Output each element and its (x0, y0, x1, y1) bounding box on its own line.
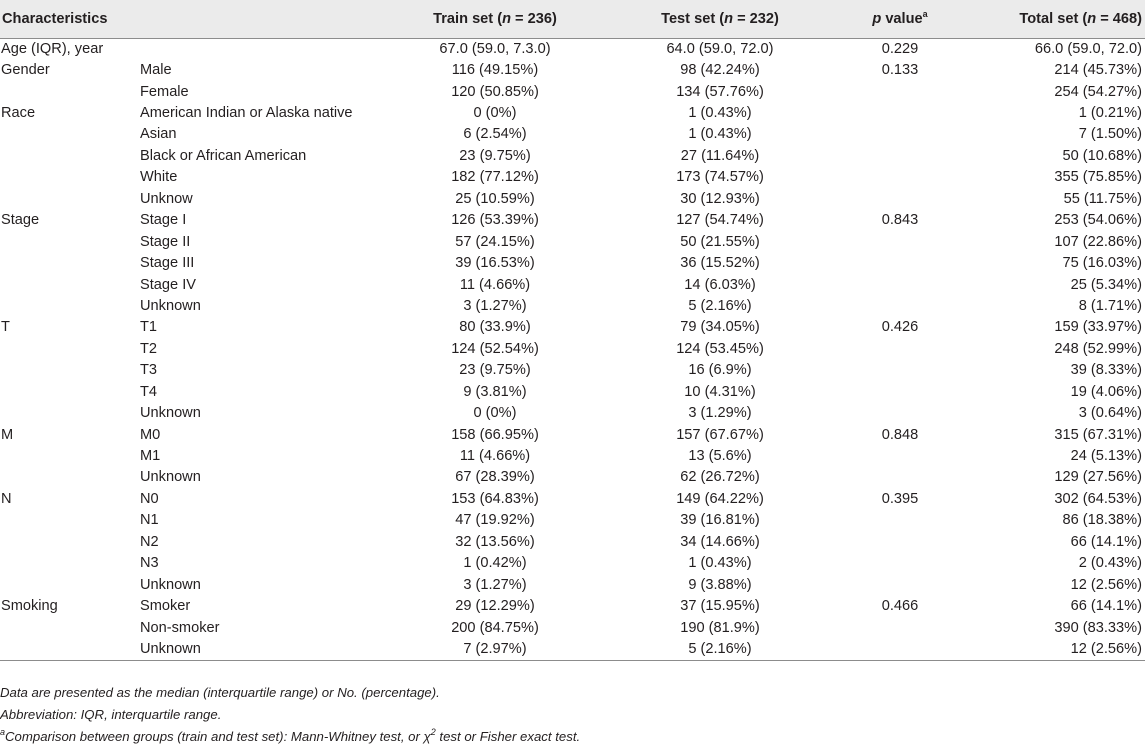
characteristic-cell: Race (1, 105, 36, 122)
test-set-cell: 62 (26.72%) (680, 469, 760, 486)
total-set-cell: 66.0 (59.0, 72.0) (1034, 40, 1142, 57)
p-value-cell: 0.229 (881, 40, 919, 57)
test-set-cell: 14 (6.03%) (684, 276, 756, 293)
header-p-footnote-marker: a (922, 8, 928, 19)
subgroup-cell: M1 (140, 448, 161, 465)
total-set-cell: 25 (5.34%) (1070, 276, 1142, 293)
p-value-cell (835, 574, 965, 595)
p-value-cell (835, 339, 965, 360)
p-value-cell (835, 296, 965, 317)
p-value-cell (835, 231, 965, 252)
subgroup-cell: Unknown (140, 405, 201, 422)
total-set-cell: 66 (14.1%) (1070, 533, 1142, 550)
table-row (0, 296, 1145, 317)
subgroup-cell: Black or African American (140, 147, 307, 164)
subgroup-cell: Stage IV (140, 276, 196, 293)
subgroup-cell: Unknow (140, 190, 193, 207)
test-set-cell: 50 (21.55%) (680, 233, 760, 250)
test-set-cell: 36 (15.52%) (680, 255, 760, 272)
train-set-cell: 57 (24.15%) (455, 233, 535, 250)
characteristic-cell (0, 189, 140, 210)
test-set-cell: 16 (6.9%) (688, 362, 752, 379)
table-row (0, 167, 1145, 188)
characteristic-cell: Smoking (1, 598, 58, 615)
total-set-cell: 302 (64.53%) (1054, 490, 1142, 507)
train-set-cell: 80 (33.9%) (459, 319, 531, 336)
header-total-prefix: Total set ( (1019, 10, 1088, 27)
total-set-cell: 8 (1.71%) (1078, 297, 1142, 314)
train-set-cell: 23 (9.75%) (459, 362, 531, 379)
train-set-cell: 158 (66.95%) (451, 426, 539, 443)
p-value-cell (835, 124, 965, 145)
footnote-abbreviation: Abbreviation: IQR, interquartile range. (0, 707, 222, 722)
train-set-cell: 153 (64.83%) (451, 490, 539, 507)
test-set-cell: 34 (14.66%) (680, 533, 760, 550)
characteristic-cell: Stage (1, 212, 40, 229)
table-row (0, 510, 1145, 531)
subgroup-cell: T4 (140, 383, 158, 400)
table-row (0, 103, 1145, 124)
test-set-cell: 134 (57.76%) (676, 83, 764, 100)
total-set-cell: 66 (14.1%) (1070, 598, 1142, 615)
subgroup-cell: N2 (140, 533, 159, 550)
train-set-cell: 3 (1.27%) (463, 576, 527, 593)
table-row (0, 424, 1145, 445)
characteristic-cell (0, 253, 140, 274)
table-row (0, 146, 1145, 167)
subgroup-cell: Smoker (140, 598, 191, 615)
total-set-cell: 12 (2.56%) (965, 639, 1145, 661)
subgroup-cell: Unknown (140, 639, 385, 661)
test-set-cell: 39 (16.81%) (680, 512, 760, 529)
characteristic-cell (0, 382, 140, 403)
characteristic-cell: Age (IQR), year (1, 40, 104, 57)
test-set-cell: 124 (53.45%) (676, 340, 764, 357)
subgroup-cell: Non-smoker (140, 619, 220, 636)
table-row (0, 231, 1145, 252)
table-header (0, 0, 1145, 38)
header-characteristics-label: Characteristics (2, 10, 108, 27)
subgroup-cell: Asian (140, 126, 177, 143)
test-set-cell: 13 (5.6%) (688, 448, 752, 465)
characteristic-cell (0, 360, 140, 381)
test-set-cell: 5 (2.16%) (688, 297, 752, 314)
subgroup-cell: Stage II (140, 233, 191, 250)
table-row (0, 124, 1145, 145)
p-value-cell (835, 532, 965, 553)
table-row (0, 274, 1145, 295)
subgroup-cell: T3 (140, 362, 158, 379)
train-set-cell: 124 (52.54%) (451, 340, 539, 357)
subgroup-cell: Stage I (140, 212, 187, 229)
subgroup-cell: N3 (140, 555, 159, 572)
train-set-cell: 25 (10.59%) (455, 190, 535, 207)
table-row (0, 467, 1145, 488)
p-value-cell: 0.848 (881, 426, 919, 443)
table-row (0, 489, 1145, 510)
subgroup-cell: Male (140, 62, 172, 79)
p-value-cell (835, 81, 965, 102)
characteristic-cell: T (1, 319, 10, 336)
test-set-cell: 30 (12.93%) (680, 190, 760, 207)
footnote-data-presentation: Data are presented as the median (interquartile range) or No. (percentage). (0, 685, 440, 700)
characteristic-cell (0, 403, 140, 424)
characteristic-cell (0, 167, 140, 188)
p-value-cell: 0.466 (881, 598, 919, 615)
table-row (0, 317, 1145, 338)
test-set-cell: 1 (0.43%) (688, 126, 752, 143)
train-set-cell: 1 (0.42%) (463, 555, 527, 572)
total-set-cell: 3 (0.64%) (1078, 405, 1142, 422)
p-value-cell (835, 103, 965, 124)
p-value-cell (835, 360, 965, 381)
total-set-cell: 390 (83.33%) (1054, 619, 1142, 636)
subgroup-cell: American Indian or Alaska native (140, 105, 353, 122)
p-value-cell (835, 617, 965, 638)
subgroup-cell (140, 38, 385, 60)
subgroup-cell: White (140, 169, 178, 186)
train-set-cell: 11 (4.66%) (459, 448, 531, 465)
table-row (0, 532, 1145, 553)
characteristic-cell (0, 146, 140, 167)
test-set-cell: 190 (81.9%) (680, 619, 760, 636)
total-set-cell: 19 (4.06%) (1070, 383, 1142, 400)
table-footnotes (0, 682, 1145, 748)
test-set-cell: 157 (67.67%) (676, 426, 764, 443)
p-value-cell (835, 510, 965, 531)
characteristic-cell: Gender (1, 62, 50, 79)
p-value-cell (835, 553, 965, 574)
table-row (0, 189, 1145, 210)
subgroup-cell: T1 (140, 319, 158, 336)
train-set-cell: 67 (28.39%) (455, 469, 535, 486)
subgroup-cell: Unknown (140, 576, 201, 593)
train-set-cell: 29 (12.29%) (455, 598, 535, 615)
table-row (0, 617, 1145, 638)
total-set-cell: 248 (52.99%) (1054, 340, 1142, 357)
footnote-comparison-text-end: test or Fisher exact test. (435, 729, 581, 744)
test-set-cell: 9 (3.88%) (688, 576, 752, 593)
p-value-cell (835, 467, 965, 488)
characteristic-cell (0, 81, 140, 102)
total-set-cell: 254 (54.27%) (1054, 83, 1142, 100)
total-set-cell: 159 (33.97%) (1054, 319, 1142, 336)
p-value-cell (835, 382, 965, 403)
characteristic-cell: N (1, 490, 12, 507)
total-set-cell: 107 (22.86%) (1054, 233, 1142, 250)
train-set-cell: 3 (1.27%) (463, 297, 527, 314)
total-set-cell: 129 (27.56%) (1054, 469, 1142, 486)
test-set-cell: 3 (1.29%) (688, 405, 752, 422)
total-set-cell: 24 (5.13%) (1070, 448, 1142, 465)
footnote-comparison (0, 726, 1145, 748)
header-train-prefix: Train set ( (433, 10, 503, 27)
table-row (0, 38, 1145, 60)
characteristic-cell (0, 532, 140, 553)
test-set-cell: 79 (34.05%) (680, 319, 760, 336)
characteristic-cell (0, 231, 140, 252)
p-value-cell (835, 146, 965, 167)
p-value-cell (835, 167, 965, 188)
total-set-cell: 2 (0.43%) (1078, 555, 1142, 572)
subgroup-cell: N1 (140, 512, 159, 529)
table-row (0, 253, 1145, 274)
p-value-cell (835, 189, 965, 210)
test-set-cell: 127 (54.74%) (676, 212, 764, 229)
footnote-marker: a (0, 727, 6, 737)
table-row (0, 210, 1145, 231)
characteristic-cell (0, 553, 140, 574)
train-set-cell: 32 (13.56%) (455, 533, 535, 550)
subgroup-cell: N0 (140, 490, 159, 507)
characteristic-cell (0, 446, 140, 467)
subgroup-cell: M0 (140, 426, 161, 443)
train-set-cell: 6 (2.54%) (463, 126, 527, 143)
header-test-suffix: = 232) (733, 10, 779, 27)
p-value-cell (835, 403, 965, 424)
table-row (0, 403, 1145, 424)
total-set-cell: 50 (10.68%) (1062, 147, 1142, 164)
test-set-cell: 10 (4.31%) (684, 383, 756, 400)
train-set-cell: 67.0 (59.0, 7.3.0) (439, 40, 551, 57)
footnote-chi-symbol: χ (423, 729, 431, 744)
header-characteristics (0, 0, 385, 38)
total-set-cell: 7 (1.50%) (1078, 126, 1142, 143)
test-set-cell: 27 (11.64%) (680, 147, 760, 164)
total-set-cell: 86 (18.38%) (1062, 512, 1142, 529)
header-test-prefix: Test set ( (661, 10, 725, 27)
subgroup-cell: Stage III (140, 255, 195, 272)
test-set-cell: 37 (15.95%) (680, 598, 760, 615)
characteristic-cell (0, 124, 140, 145)
characteristic-cell (0, 510, 140, 531)
p-value-cell (835, 446, 965, 467)
table-body (0, 38, 1145, 661)
total-set-cell: 55 (11.75%) (1063, 190, 1142, 207)
header-total-suffix: = 468) (1096, 10, 1142, 27)
table-row (0, 553, 1145, 574)
footnote-chi-superscript: 2 (430, 727, 436, 737)
train-set-cell: 120 (50.85%) (451, 83, 539, 100)
characteristic-cell: M (1, 426, 14, 443)
header-p-value (835, 0, 965, 38)
characteristic-cell (0, 296, 140, 317)
header-test-set (605, 0, 835, 38)
total-set-cell: 1 (0.21%) (1078, 105, 1142, 122)
p-value-cell: 0.426 (881, 319, 919, 336)
characteristic-cell (0, 639, 140, 661)
header-train-suffix: = 236) (511, 10, 557, 27)
p-value-cell: 0.395 (881, 490, 919, 507)
total-set-cell: 253 (54.06%) (1054, 212, 1142, 229)
header-row (0, 0, 1145, 38)
total-set-cell: 214 (45.73%) (1054, 62, 1142, 79)
total-set-cell: 75 (16.03%) (1062, 255, 1142, 272)
header-p-suffix: value (881, 10, 923, 27)
header-p-symbol: p (872, 10, 882, 27)
header-train-set (385, 0, 605, 38)
test-set-cell: 5 (2.16%) (605, 639, 835, 661)
total-set-cell: 39 (8.33%) (1070, 362, 1142, 379)
train-set-cell: 47 (19.92%) (455, 512, 535, 529)
train-set-cell: 116 (49.15%) (451, 62, 539, 79)
subgroup-cell: Unknown (140, 469, 201, 486)
train-set-cell: 0 (0%) (473, 105, 517, 122)
train-set-cell: 0 (0%) (473, 405, 517, 422)
train-set-cell: 39 (16.53%) (455, 255, 535, 272)
table-row (0, 81, 1145, 102)
header-total-n: n (1087, 10, 1097, 27)
table-row (0, 382, 1145, 403)
table-row (0, 60, 1145, 81)
characteristic-cell (0, 617, 140, 638)
total-set-cell: 355 (75.85%) (1054, 169, 1142, 186)
test-set-cell: 1 (0.43%) (688, 555, 752, 572)
characteristic-cell (0, 339, 140, 360)
train-set-cell: 182 (77.12%) (451, 169, 539, 186)
train-set-cell: 23 (9.75%) (459, 147, 531, 164)
subgroup-cell: Female (140, 83, 189, 100)
test-set-cell: 64.0 (59.0, 72.0) (666, 40, 774, 57)
test-set-cell: 173 (74.57%) (676, 169, 764, 186)
test-set-cell: 98 (42.24%) (680, 62, 760, 79)
p-value-cell (835, 639, 965, 661)
table-row (0, 574, 1145, 595)
characteristic-cell (0, 467, 140, 488)
train-set-cell: 200 (84.75%) (451, 619, 539, 636)
subgroup-cell: Unknown (140, 297, 201, 314)
table-row (0, 446, 1145, 467)
total-set-cell: 12 (2.56%) (1070, 576, 1142, 593)
train-set-cell: 7 (2.97%) (385, 639, 605, 661)
train-set-cell: 11 (4.66%) (459, 276, 531, 293)
header-test-n: n (724, 10, 734, 27)
subgroup-cell: T2 (140, 340, 158, 357)
table-row (0, 339, 1145, 360)
header-train-n: n (502, 10, 511, 27)
characteristic-cell (0, 274, 140, 295)
p-value-cell: 0.843 (881, 212, 919, 229)
test-set-cell: 1 (0.43%) (688, 105, 752, 122)
train-set-cell: 126 (53.39%) (451, 212, 539, 229)
table-row (0, 360, 1145, 381)
table-row (0, 639, 1145, 661)
table-row (0, 596, 1145, 617)
train-set-cell: 9 (3.81%) (463, 383, 527, 400)
characteristic-cell (0, 574, 140, 595)
p-value-cell (835, 274, 965, 295)
test-set-cell: 149 (64.22%) (676, 490, 764, 507)
total-set-cell: 315 (67.31%) (1054, 426, 1142, 443)
header-total-set (965, 0, 1145, 38)
p-value-cell: 0.133 (881, 62, 919, 79)
p-value-cell (835, 253, 965, 274)
footnote-comparison-text: Comparison between groups (train and test set): Mann-Whitney test, or (5, 729, 424, 744)
